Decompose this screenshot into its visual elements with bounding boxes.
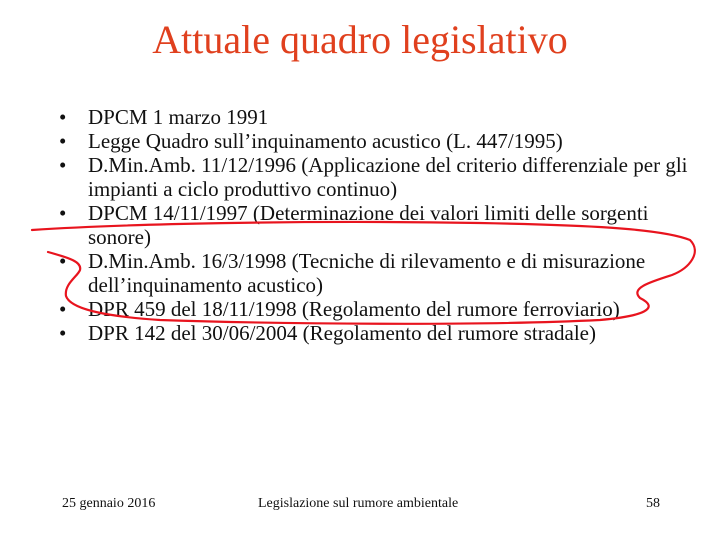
footer-date: 25 gennaio 2016	[62, 496, 156, 511]
list-item: • D.Min.Amb. 11/12/1996 (Applicazione del criterio differenziale per gli impianti a ciclo produttivo continuo)	[55, 153, 705, 201]
page-number: 58	[646, 496, 660, 511]
list-item: • DPCM 1 marzo 1991	[55, 105, 705, 129]
list-item: • DPCM 14/11/1997 (Determinazione dei valori limiti delle sorgenti sonore)	[55, 201, 705, 249]
list-item: • DPR 142 del 30/06/2004 (Regolamento del rumore stradale)	[55, 321, 705, 345]
slide-title: Attuale quadro legislativo	[152, 17, 568, 62]
list-item: • DPR 459 del 18/11/1998 (Regolamento del rumore ferroviario)	[55, 297, 705, 321]
footer-title: Legislazione sul rumore ambientale	[258, 496, 459, 511]
bullet-list	[55, 105, 705, 345]
list-item: • D.Min.Amb. 16/3/1998 (Tecniche di rilevamento e di misurazione dell’inquinamento acustico)	[55, 249, 705, 297]
list-item: • Legge Quadro sull’inquinamento acustico (L. 447/1995)	[55, 129, 705, 153]
